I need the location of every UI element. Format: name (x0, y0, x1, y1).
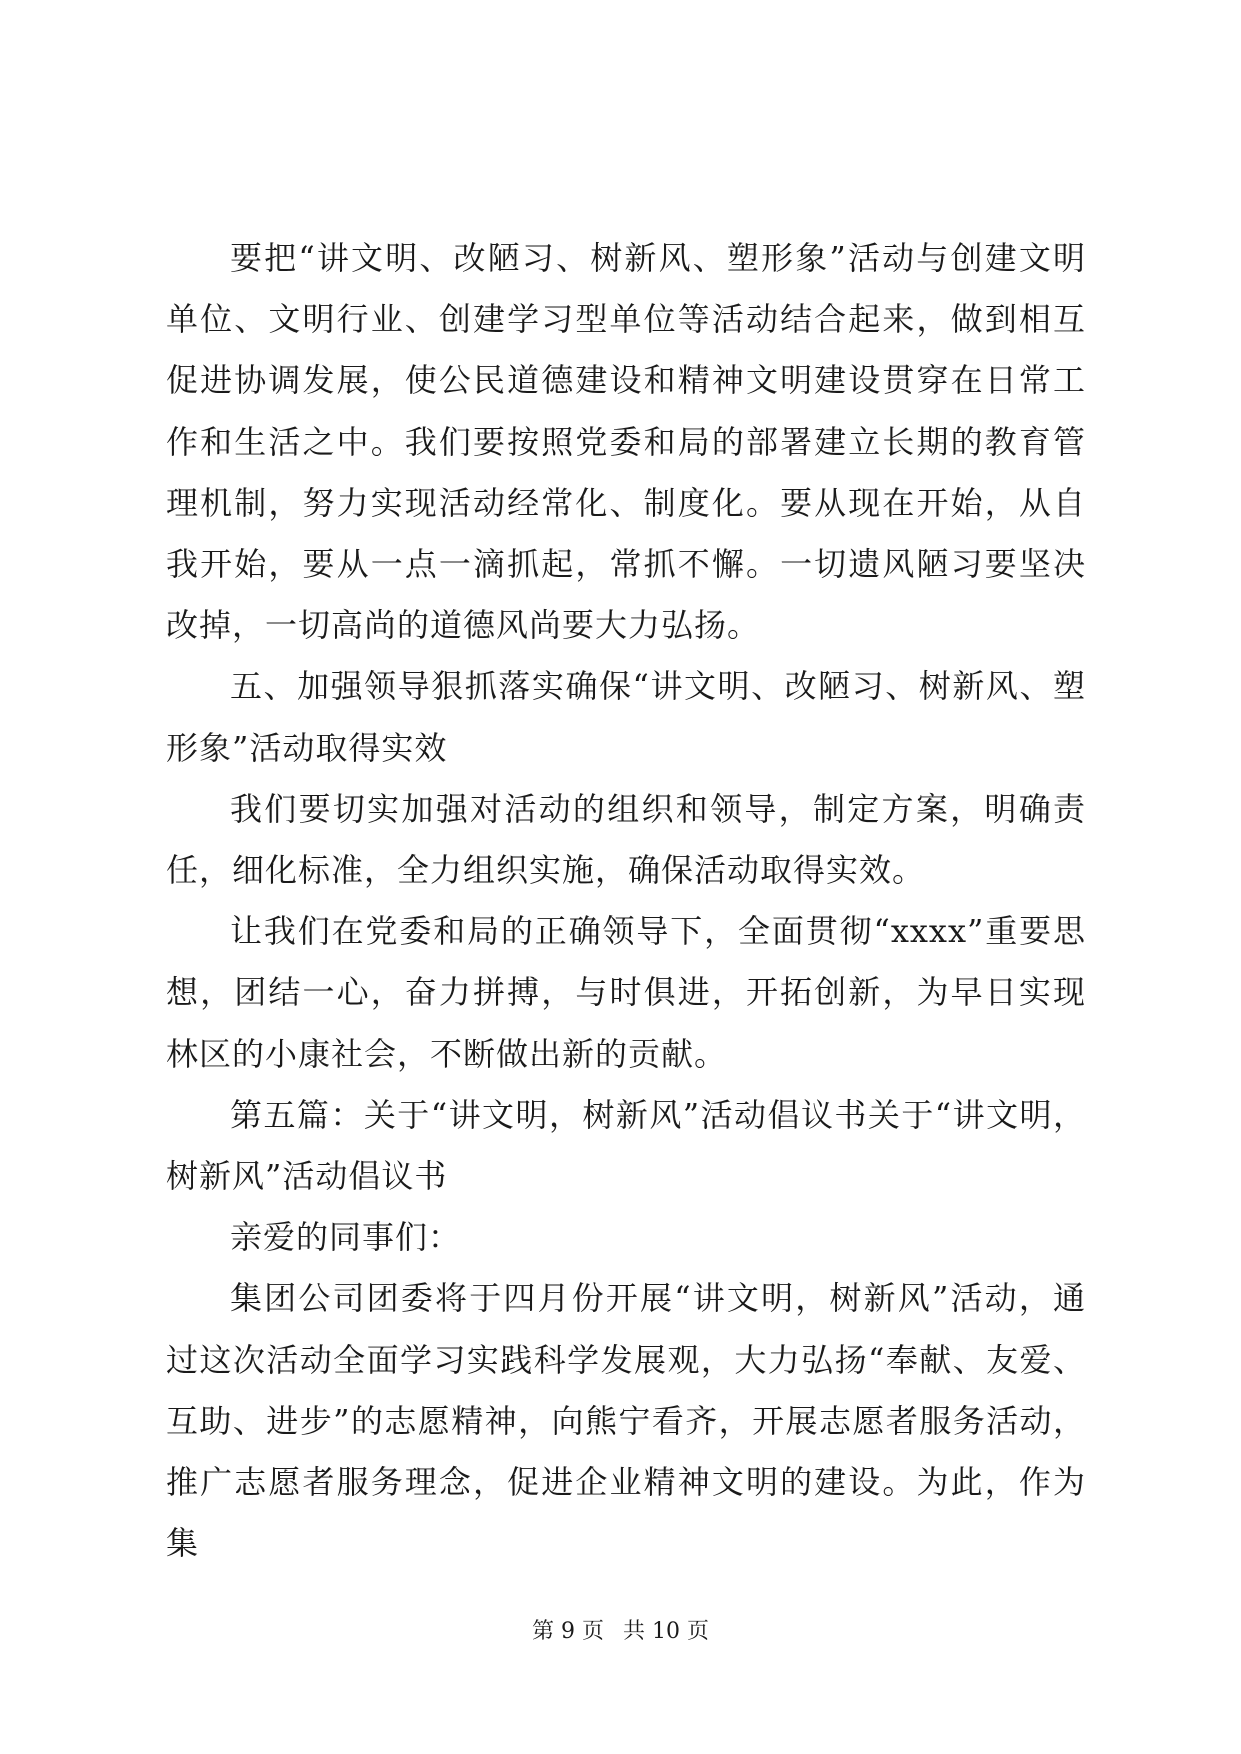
paragraph-initiative-intro: 集团公司团委将于四月份开展“讲文明，树新风”活动，通过这次活动全面学习实践科学发展观，大力弘扬“奉献、友爱、互助、进步”的志愿精神，向熊宁看齐，开展志愿者服务活动，推广志愿者服务理念，促进企业精神文明的建设。为此，作为集 (166, 1279, 1086, 1563)
page-total: 共 10 页 (623, 1619, 709, 1644)
paragraph-civilization-integration: 要把“讲文明、改陋习、树新风、塑形象”活动与创建文明单位、文明行业、创建学习型单位等活动结合起来，做到相互促进协调发展，使公民道德建设和精神文明建设贯穿在日常工作和生活之中。我们要按照党委和局的部署建立长期的教育管理机制，努力实现活动经常化、制度化。要从现在开始，从自我开始，要从一点一滴抓起，常抓不懈。一切遗风陋习要坚决改掉，一切高尚的道德风尚要大力弘扬。 (166, 239, 1086, 645)
document-body (166, 228, 1086, 1574)
paragraph-closing-call: 让我们在党委和局的正确领导下，全面贯彻“xxxx”重要思想，团结一心，奋力拼搏，与时俱进，开拓创新，为早日实现林区的小康社会，不断做出新的贡献。 (166, 912, 1086, 1073)
section-heading-five: 五、加强领导狠抓落实确保“讲文明、改陋习、树新风、塑形象”活动取得实效 (166, 667, 1086, 767)
page-footer (0, 1614, 1241, 1645)
salutation: 亲爱的同事们： (230, 1218, 462, 1257)
page-number: 第 9 页 (532, 1619, 604, 1644)
chapter-title-fifth: 第五篇：关于“讲文明，树新风”活动倡议书关于“讲文明，树新风”活动倡议书 (166, 1095, 1086, 1196)
paragraph-leadership: 我们要切实加强对活动的组织和领导，制定方案，明确责任，细化标准，全力组织实施，确保活动取得实效。 (166, 789, 1086, 890)
